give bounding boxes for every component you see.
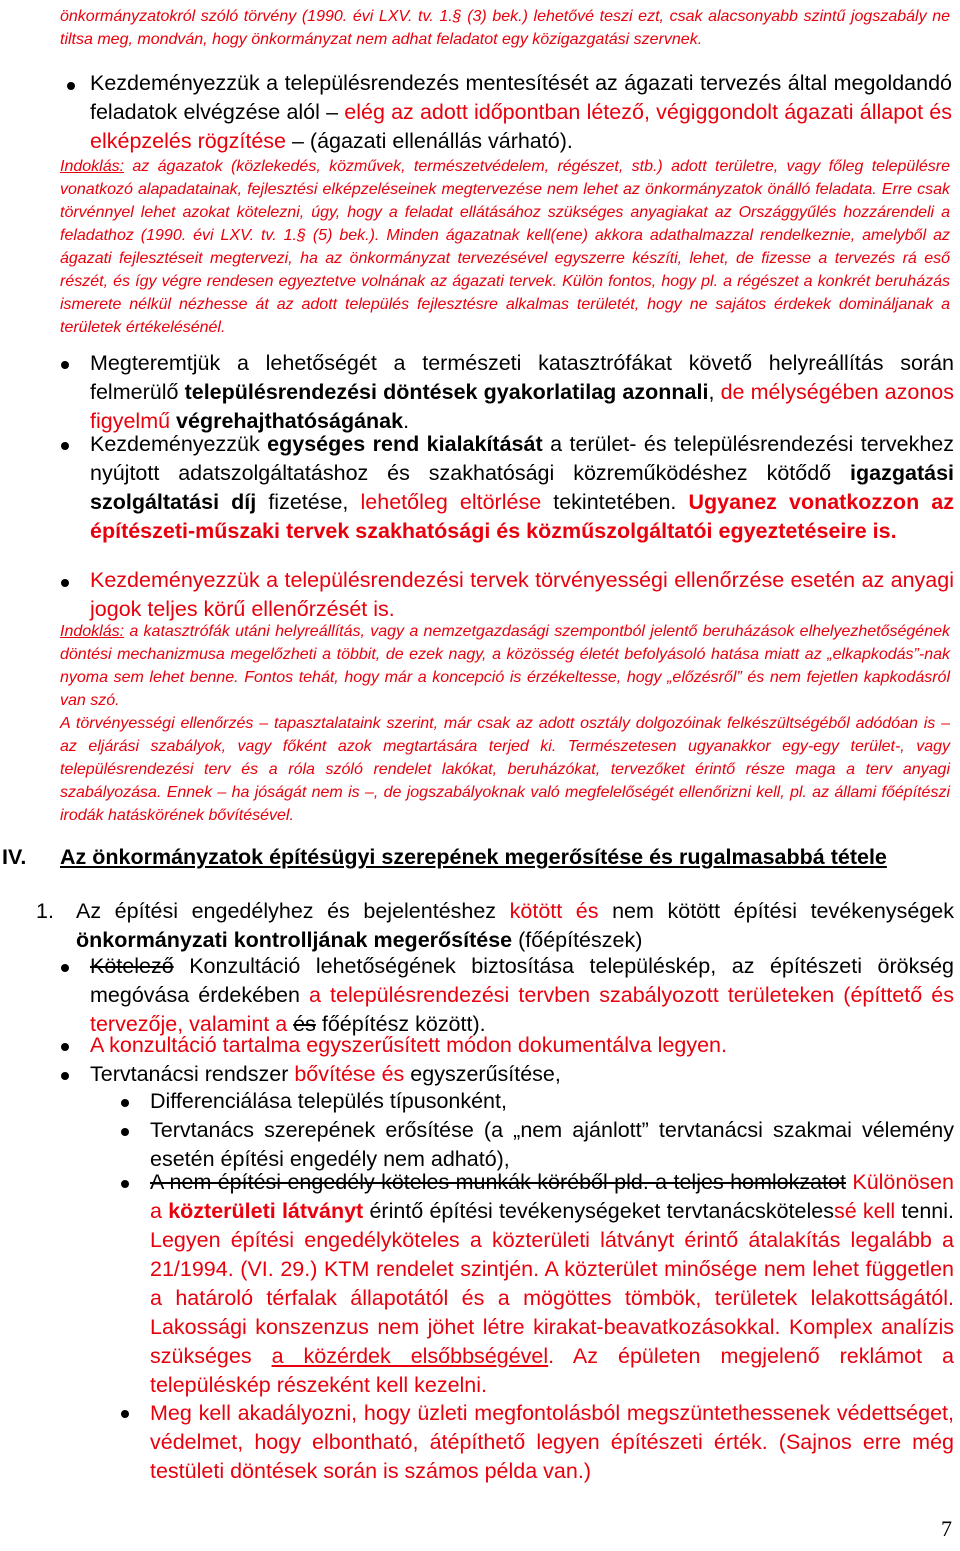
justification-2 [0, 620, 960, 712]
text-run: önkormányzati kontrolljának megerősítése [76, 928, 513, 952]
text-run: közterületi látványt [168, 1199, 364, 1223]
bullet-egyseges-rend [0, 430, 960, 546]
text-run: A törvényességi ellenőrzés – tapasztalataink szerint, már csak az adott osztály dolgozóinak felkészültségéből adódóan is – az eljárási szabályok, vagy főként azok megtartására terjed ki. Természetesen ugyanakkor egy-egy terület-, vagy településrendezési terv és a róla szóló rendelet lakókat, beruházókat, tervezőket érintő része maga a terv anyagi szabályozása. Ennek – ha jóságát nem is –, de jogszabályoknak való megfelelőségét ellenőrizni kell, pl. az állami főépítészi irodák hatáskörének bővítésével. [60, 715, 950, 824]
text-run: és [293, 1012, 316, 1036]
text-run: egyszerűsítése, [404, 1062, 561, 1086]
text-run: sé kell [833, 1199, 896, 1223]
subbullet-vedettseg [0, 1399, 960, 1486]
text-run: Differenciálása település típusonként, [150, 1089, 507, 1113]
page-number: 7 [941, 1516, 952, 1541]
text-run: Kezdeményezzük [90, 432, 268, 456]
text-run: – (ágazati ellenállás várható). [286, 129, 573, 153]
text-run: . [403, 409, 410, 433]
text-run: Konzultáció lehetőségének biztosítása településkép, az építészeti örökség megóvása érdekében [90, 954, 954, 1007]
bullet-ageny-mentesites [0, 69, 960, 156]
section-number: IV. [2, 845, 27, 869]
text-run: a katasztrófák utáni helyreállítás, vagy a nemzetgazdasági szempontból jelentő beruházások elhelyezhetőségének döntési mechanizmusa megelőzheti a többit, de ezek nagy, a közösség életét befolyásoló hatása miatt az „elkapkodás”-nak nyoma sem lehet benne. Fontos tehát, hogy már a koncepció is érzékeltesse, hogy „előzésről” és nem fejetlen kapkodásról van szó. [60, 623, 950, 709]
subbullet-szerep [0, 1116, 960, 1174]
text-run: nem kötött építési tevékenységek [598, 899, 954, 923]
text-run: Indoklás: [60, 623, 125, 640]
text-run: Meg kell akadályozni, hogy üzleti megfontolásból megszüntethessenek védettséget, védelmet, hogy elbontható, átépíthető legyen építészeti érték. (Sajnos erre még testületi döntések során is számos példa van.) [150, 1401, 954, 1483]
text-run: elég az adott időpontban létező, végiggondolt ágazati állapot és elképzelés rögzítése [90, 100, 952, 153]
text-run: lehetőleg eltörlése [360, 490, 542, 514]
bullet-tervtanacs [0, 1060, 960, 1089]
text-run: igazgatási szolgáltatási díj [90, 461, 954, 514]
item-1 [0, 897, 960, 955]
text-run: Kötelező [90, 954, 174, 978]
text-run: a közérdek elsőbbségével [271, 1344, 549, 1368]
text-run: fizetése, [256, 490, 361, 514]
text-run: Indoklás: [60, 158, 125, 175]
text-run: egységes rend kialakítását [267, 432, 543, 456]
text-run: Legyen építési engedélyköteles a közterületi látványt érintő átalakítás legalább a 21/1994. (VI. 29.) KTM rendelet szintjén. A közterület minősége nem lehet független a határoló térfalak állapotától és a mögöttes tömbök, területek lelakottságától. Lakossági konszenzus nem jöhet létre kirakat-beavatkozásokkal. Komplex analízis szükséges [150, 1228, 954, 1368]
text-run: tekintetében. [541, 490, 689, 514]
subbullet-differencialas [0, 1087, 960, 1116]
text-run: Kezdeményezzük a településrendezés mentesítését az ágazati tervezés által megoldandó feladatok elvégzése alól – [90, 71, 952, 124]
item-number: 1. [36, 899, 54, 923]
text-run: az ágazatok (közlekedés, közművek, természetvédelem, régészet, stb.) adott területre, vagy főleg településre vonatkozó alapadatainak, fejlesztési elképzeléseinek megtervezése nem lehet az önkormányzatok önálló feladata. Erre csak törvénnyel lehet azokat kötelezni, úgy, hogy a feladat ellátásához szükséges anyagiakat az Országgyűlés hozzárendeli a feladathoz (1990. évi LXV. tv. 1.§ (5) bek.). Minden ágazatnak kell(ene) akkora adathalmazzal rendelkeznie, amelyből az ágazati fejlesztéseit megtervezi, ha az önkormányzat tervezésével egyszerre készíti, lehet, de fizesse a tervezés rá eső részét, és így végre rendesen egyeztetve volnának az ágazati tervek. Külön fontos, hogy pl. a régészet a konkrét beruházás ismerete nélkül nézhesse át az adott település fejlesztésre alkalmas területét, hogy ne sajátos érdekek domináljanak a területek értékelésénél. [60, 158, 950, 336]
text-run: érintő építési tevékenységeket tervtanácsköteles [369, 1199, 834, 1223]
text-run: önkormányzatokról szóló törvény (1990. évi LXV. tv. 1.§ (3) bek.) lehetővé teszi ezt, csak alacsonyabb szintű jogszabály ne tiltsa meg, mondván, hogy önkormányzat nem adhat feladatot egy közigazgatási szervnek. [60, 8, 950, 48]
text-run: , [708, 380, 721, 404]
bullet-katasztrofa [0, 349, 960, 436]
subbullet-kozteruleti [0, 1168, 960, 1400]
bullet-torvenyessegi [0, 566, 960, 624]
text-run: Különösen a [150, 1170, 954, 1223]
text-run: (főépítészek) [512, 928, 643, 952]
text-run: Tervtanácsi rendszer [90, 1062, 295, 1086]
text-run: tenni. [895, 1199, 954, 1223]
justification-3 [0, 712, 960, 827]
text-run: de mélységében azonos figyelmű [90, 380, 955, 433]
bullet-dokumentalas [0, 1031, 960, 1060]
text-run: A konzultáció tartalma egyszerűsített módon dokumentálva legyen. [90, 1033, 727, 1057]
text-run: főépítész között). [315, 1012, 486, 1036]
text-run: végrehajthatóságának [176, 409, 404, 433]
text-run: Kezdeményezzük a településrendezési tervek törvényességi ellenőrzése esetén az anyagi jogok teljes körű ellenőrzését is. [90, 568, 954, 621]
top-fragment [0, 5, 960, 51]
text-run: . Az épületen megjelenő reklámot a településkép részeként kell kezelni. [150, 1344, 955, 1397]
bullet-konzultacio [0, 952, 960, 1039]
item-text [0, 897, 960, 955]
text-run: Tervtanács szerepének erősítése (a „nem ajánlott” tervtanácsi szakmai vélemény esetén építési engedély nem adható), [150, 1118, 954, 1171]
text-run: településrendezési döntések gyakorlatilag azonnali [184, 380, 709, 404]
text-run: kötött és [509, 899, 599, 923]
text-run: Ugyanez vonatkozzon az építészeti-műszaki tervek szakhatósági és közműszolgáltatói egyeztetéseire is. [90, 490, 955, 543]
text-run: a településrendezési tervben szabályozott területeken (építtető és tervezője, valamint a [90, 983, 954, 1036]
text-run: A nem építési engedély köteles munkák köréből pld. a teljes homlokzatot [150, 1170, 846, 1194]
text-run: Az építési engedélyhez és bejelentéshez [76, 899, 510, 923]
text-run: bővítése és [294, 1062, 405, 1086]
text-run: Megteremtjük a lehetőségét a természeti katasztrófákat követő helyreállítás során felmerülő [90, 351, 954, 404]
section-title: Az önkormányzatok építésügyi szerepének megerősítése és rugalmasabbá tétele [60, 845, 887, 869]
text-run: a terület- és településrendezési tervekhez nyújtott adatszolgáltatáshoz és szakhatósági közreműködéshez kötődő [90, 432, 954, 485]
justification-1 [0, 155, 960, 339]
